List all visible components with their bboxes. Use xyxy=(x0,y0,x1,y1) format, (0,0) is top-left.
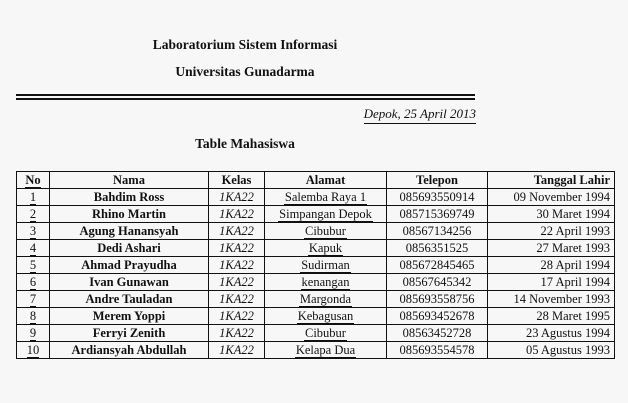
column-header-nama: Nama xyxy=(50,172,209,189)
cell-no xyxy=(17,257,50,274)
column-header-tanggal-lahir: Tanggal Lahir xyxy=(488,172,615,189)
cell-kelas: 1KA22 xyxy=(209,342,265,359)
cell-no xyxy=(17,189,50,206)
cell-no xyxy=(17,206,50,223)
cell-telepon: 085693558756 xyxy=(387,291,488,308)
cell-no-value: 9 xyxy=(29,326,37,340)
table-row xyxy=(17,206,615,223)
cell-no-value: 3 xyxy=(29,224,37,238)
cell-no-value: 1 xyxy=(29,190,37,204)
cell-tanggal-lahir: 27 Maret 1993 xyxy=(488,240,615,257)
cell-no xyxy=(17,274,50,291)
cell-kelas: 1KA22 xyxy=(209,223,265,240)
cell-tanggal-lahir: 28 Maret 1995 xyxy=(488,308,615,325)
cell-kelas: 1KA22 xyxy=(209,325,265,342)
cell-nama: Ivan Gunawan xyxy=(50,274,209,291)
cell-telepon: 08567134256 xyxy=(387,223,488,240)
cell-telepon: 085693550914 xyxy=(387,189,488,206)
cell-alamat xyxy=(265,206,387,223)
cell-no xyxy=(17,291,50,308)
column-header-no-label: No xyxy=(25,173,41,187)
header-rule-bottom xyxy=(16,98,475,100)
cell-alamat-value: Cibubur xyxy=(305,326,346,340)
cell-alamat-value: Kapuk xyxy=(308,241,343,255)
cell-alamat-value: kenangan xyxy=(301,275,350,289)
table-row xyxy=(17,189,615,206)
cell-alamat xyxy=(265,189,387,206)
cell-no-value: 4 xyxy=(29,241,37,255)
cell-no-value: 10 xyxy=(26,343,40,357)
cell-alamat xyxy=(265,308,387,325)
cell-alamat-value: Simpangan Depok xyxy=(279,207,372,221)
cell-nama: Ahmad Prayudha xyxy=(50,257,209,274)
cell-kelas: 1KA22 xyxy=(209,308,265,325)
cell-kelas: 1KA22 xyxy=(209,257,265,274)
cell-telepon: 085672845465 xyxy=(387,257,488,274)
cell-tanggal-lahir: 09 November 1994 xyxy=(488,189,615,206)
cell-nama: Rhino Martin xyxy=(50,206,209,223)
cell-tanggal-lahir: 22 April 1993 xyxy=(488,223,615,240)
cell-kelas: 1KA22 xyxy=(209,274,265,291)
table-row xyxy=(17,342,615,359)
cell-kelas: 1KA22 xyxy=(209,189,265,206)
cell-alamat-value: Cibubur xyxy=(305,224,346,238)
table-title: Table Mahasiswa xyxy=(195,136,295,151)
cell-kelas: 1KA22 xyxy=(209,240,265,257)
cell-telepon: 08567645342 xyxy=(387,274,488,291)
cell-alamat xyxy=(265,291,387,308)
cell-no-value: 7 xyxy=(29,292,37,306)
cell-no-value: 6 xyxy=(29,275,37,289)
cell-no xyxy=(17,342,50,359)
table-row xyxy=(17,274,615,291)
column-header-kelas: Kelas xyxy=(209,172,265,189)
cell-alamat-value: Kebagusan xyxy=(297,309,354,323)
cell-nama: Ferryi Zenith xyxy=(50,325,209,342)
cell-nama: Ardiansyah Abdullah xyxy=(50,342,209,359)
cell-nama: Merem Yoppi xyxy=(50,308,209,325)
table-row xyxy=(17,291,615,308)
lab-title: Laboratorium Sistem Informasi xyxy=(152,37,338,52)
table-row xyxy=(17,257,615,274)
cell-tanggal-lahir: 30 Maret 1994 xyxy=(488,206,615,223)
cell-tanggal-lahir: 05 Agustus 1993 xyxy=(488,342,615,359)
column-header-no xyxy=(17,172,50,189)
table-row xyxy=(17,308,615,325)
cell-kelas: 1KA22 xyxy=(209,291,265,308)
cell-no xyxy=(17,325,50,342)
cell-alamat-value: Salemba Raya 1 xyxy=(284,190,367,204)
cell-alamat xyxy=(265,257,387,274)
cell-alamat-value: Sudirman xyxy=(301,258,350,272)
cell-telepon: 0856351525 xyxy=(387,240,488,257)
cell-no xyxy=(17,240,50,257)
cell-nama: Andre Tauladan xyxy=(50,291,209,308)
cell-telepon: 085693452678 xyxy=(387,308,488,325)
cell-nama: Agung Hanansyah xyxy=(50,223,209,240)
header-rule-top xyxy=(16,94,475,96)
cell-no-value: 2 xyxy=(29,207,37,221)
cell-no-value: 5 xyxy=(29,258,37,272)
cell-tanggal-lahir: 14 November 1993 xyxy=(488,291,615,308)
table-row xyxy=(17,240,615,257)
cell-telepon: 085715369749 xyxy=(387,206,488,223)
table-header-row xyxy=(17,172,615,189)
cell-tanggal-lahir: 28 April 1994 xyxy=(488,257,615,274)
cell-no xyxy=(17,308,50,325)
table-row xyxy=(17,325,615,342)
cell-alamat-value: Kelapa Dua xyxy=(295,343,356,357)
cell-alamat xyxy=(265,342,387,359)
cell-nama: Dedi Ashari xyxy=(50,240,209,257)
cell-tanggal-lahir: 23 Agustus 1994 xyxy=(488,325,615,342)
cell-alamat xyxy=(265,240,387,257)
university-title: Universitas Gunadarma xyxy=(175,64,315,79)
table-row xyxy=(17,223,615,240)
column-header-telepon: Telepon xyxy=(387,172,488,189)
cell-tanggal-lahir: 17 April 1994 xyxy=(488,274,615,291)
cell-telepon: 085693554578 xyxy=(387,342,488,359)
column-header-alamat: Alamat xyxy=(265,172,387,189)
cell-no xyxy=(17,223,50,240)
cell-alamat xyxy=(265,274,387,291)
cell-no-value: 8 xyxy=(29,309,37,323)
cell-nama: Bahdim Ross xyxy=(50,189,209,206)
cell-alamat xyxy=(265,223,387,240)
cell-kelas: 1KA22 xyxy=(209,206,265,223)
student-table xyxy=(16,171,615,359)
cell-alamat xyxy=(265,325,387,342)
cell-telepon: 08563452728 xyxy=(387,325,488,342)
document-date: Depok, 25 April 2013 xyxy=(364,106,476,124)
cell-alamat-value: Margonda xyxy=(299,292,352,306)
